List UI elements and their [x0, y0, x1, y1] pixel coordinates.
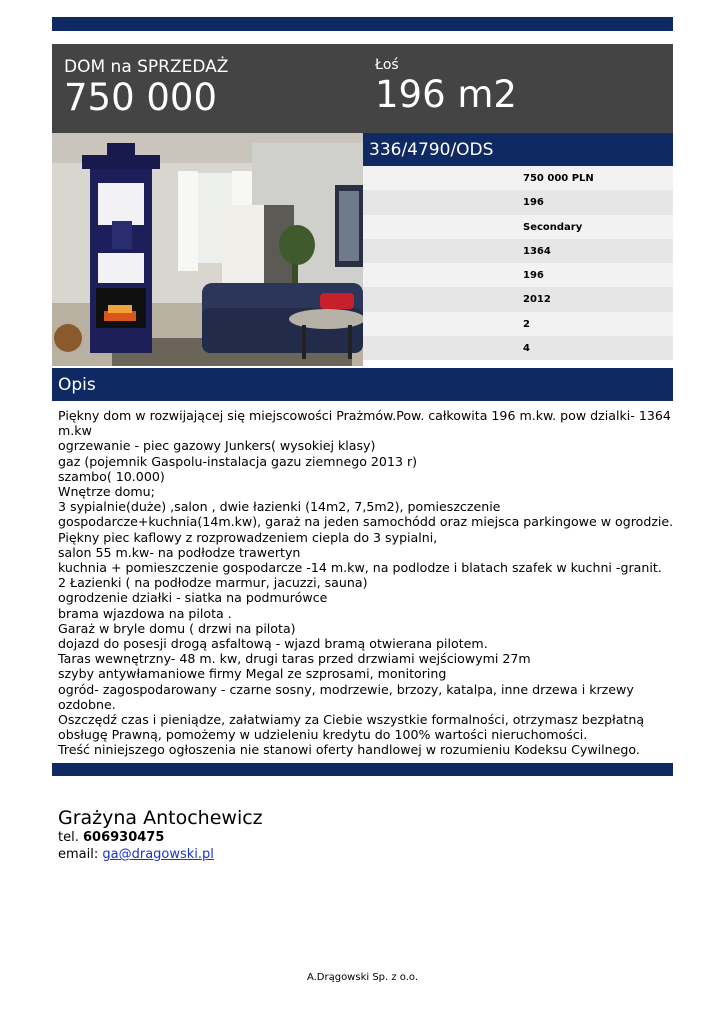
- detail-row: [363, 190, 673, 214]
- description-line: obsługę Prawną, pomożemy w udzieleniu kredytu do 100% wartości nieruchomości.: [58, 727, 588, 743]
- description-line: ogrodzenie działki - siatka na podmurówce: [58, 590, 328, 606]
- description-line: Treść niniejszego ogłoszenia nie stanowi oferty handlowej w rozumieniu Kodeksu Cywilnego.: [58, 742, 640, 758]
- email-link[interactable]: ga@dragowski.pl: [102, 847, 214, 862]
- phone-number[interactable]: 606930475: [82, 830, 165, 845]
- detail-value: 196: [523, 197, 544, 209]
- description-line: ogrzewanie - piec gazowy Junkers( wysokiej klasy): [58, 438, 376, 454]
- description-line: Wnętrze domu;: [58, 484, 155, 500]
- detail-row: [363, 312, 673, 336]
- property-photo-illustration: [52, 133, 363, 366]
- description-line: 2 Łazienki ( na podłodze marmur, jacuzzi, sauna): [58, 575, 368, 591]
- description-line: brama wjazdowa na pilota .: [58, 605, 232, 621]
- phone-label: tel.: [58, 830, 79, 845]
- description-text: [58, 408, 674, 758]
- detail-value: 2012: [523, 294, 551, 306]
- description-line: Taras wewnętrzny- 48 m. kw, drugi taras przed drzwiami wejściowymi 27m: [58, 651, 531, 667]
- description-line: ogród- zagospodarowany - czarne sosny, modrzewie, brzozy, katalpa, inne drzewa i krzewy: [58, 681, 634, 697]
- reference-number-bar: [363, 133, 673, 166]
- description-line: Piękny piec kaflowy z rozprowadzeniem ciepla do 3 sypialni,: [58, 529, 438, 545]
- property-photo[interactable]: [52, 133, 363, 366]
- agent-name: Grażyna Antochewicz: [58, 807, 263, 829]
- section-divider-bar: [52, 763, 673, 776]
- email-line: [58, 846, 263, 863]
- listing-type-label: DOM na SPRZEDAŻ: [64, 57, 229, 77]
- property-details-table: [363, 166, 673, 360]
- description-line: m.kw: [58, 423, 92, 439]
- agent-contact: [58, 807, 263, 863]
- company-footer: A.Drągowski Sp. z o.o.: [306, 972, 419, 983]
- description-line: gospodarcze+kuchnia(14m.kw), garaż na jeden samochódd oraz miejsca parkingowe w ogrodzie.: [58, 514, 674, 530]
- detail-value: 196: [523, 270, 544, 282]
- description-line: dojazd do posesji drogą asfaltową - wjazd bramą otwierana pilotem.: [58, 636, 488, 652]
- description-line: gaz (pojemnik Gaspolu-instalacja gazu ziemnego 2013 r): [58, 453, 418, 469]
- reference-number: 336/4790/ODS: [369, 140, 494, 160]
- detail-row: [363, 287, 673, 311]
- description-line: Piękny dom w rozwijającej się miejscowości Prażmów.Pow. całkowita 196 m.kw. pow dzialki- 1364: [58, 408, 671, 423]
- area-value: 196 m2: [375, 73, 517, 116]
- price-value: 750 000: [64, 76, 218, 119]
- description-line: Oszczędź czas i pieniądze, załatwiamy za Ciebie wszystkie formalności, otrzymasz bezpłatną: [58, 712, 645, 728]
- description-line: kuchnia + pomieszczenie gospodarcze -14 m.kw, na podlodze i blatach szafek w kuchni -granit.: [58, 560, 662, 576]
- detail-row: [363, 239, 673, 263]
- detail-row: [363, 336, 673, 360]
- detail-row: [363, 215, 673, 239]
- price-header: [52, 44, 673, 133]
- description-line: Garaż w bryle domu ( drzwi na pilota): [58, 620, 296, 636]
- detail-value: 4: [523, 343, 530, 355]
- description-line: szambo( 10.000): [58, 468, 165, 484]
- description-line: salon 55 m.kw- na podłodze trawertyn: [58, 544, 301, 560]
- description-section-header: [52, 368, 673, 401]
- detail-row: [363, 263, 673, 287]
- description-line: szyby antywłamaniowe firmy Megal ze szprosami, monitoring: [58, 666, 447, 682]
- top-accent-bar: [52, 17, 673, 31]
- email-label: email:: [58, 847, 99, 862]
- detail-value: 2: [523, 318, 530, 330]
- phone-line: [58, 829, 263, 846]
- detail-value: Secondary: [523, 221, 583, 233]
- detail-value: 1364: [523, 245, 551, 257]
- area-label: Łoś: [375, 57, 399, 73]
- description-section-title: Opis: [58, 375, 96, 395]
- detail-value: 750 000 PLN: [523, 173, 594, 184]
- detail-row: [363, 166, 673, 190]
- description-line: ozdobne.: [58, 696, 116, 712]
- description-line: 3 sypialnie(duże) ,salon , dwie łazienki (14m2, 7,5m2), pomieszczenie: [58, 499, 501, 515]
